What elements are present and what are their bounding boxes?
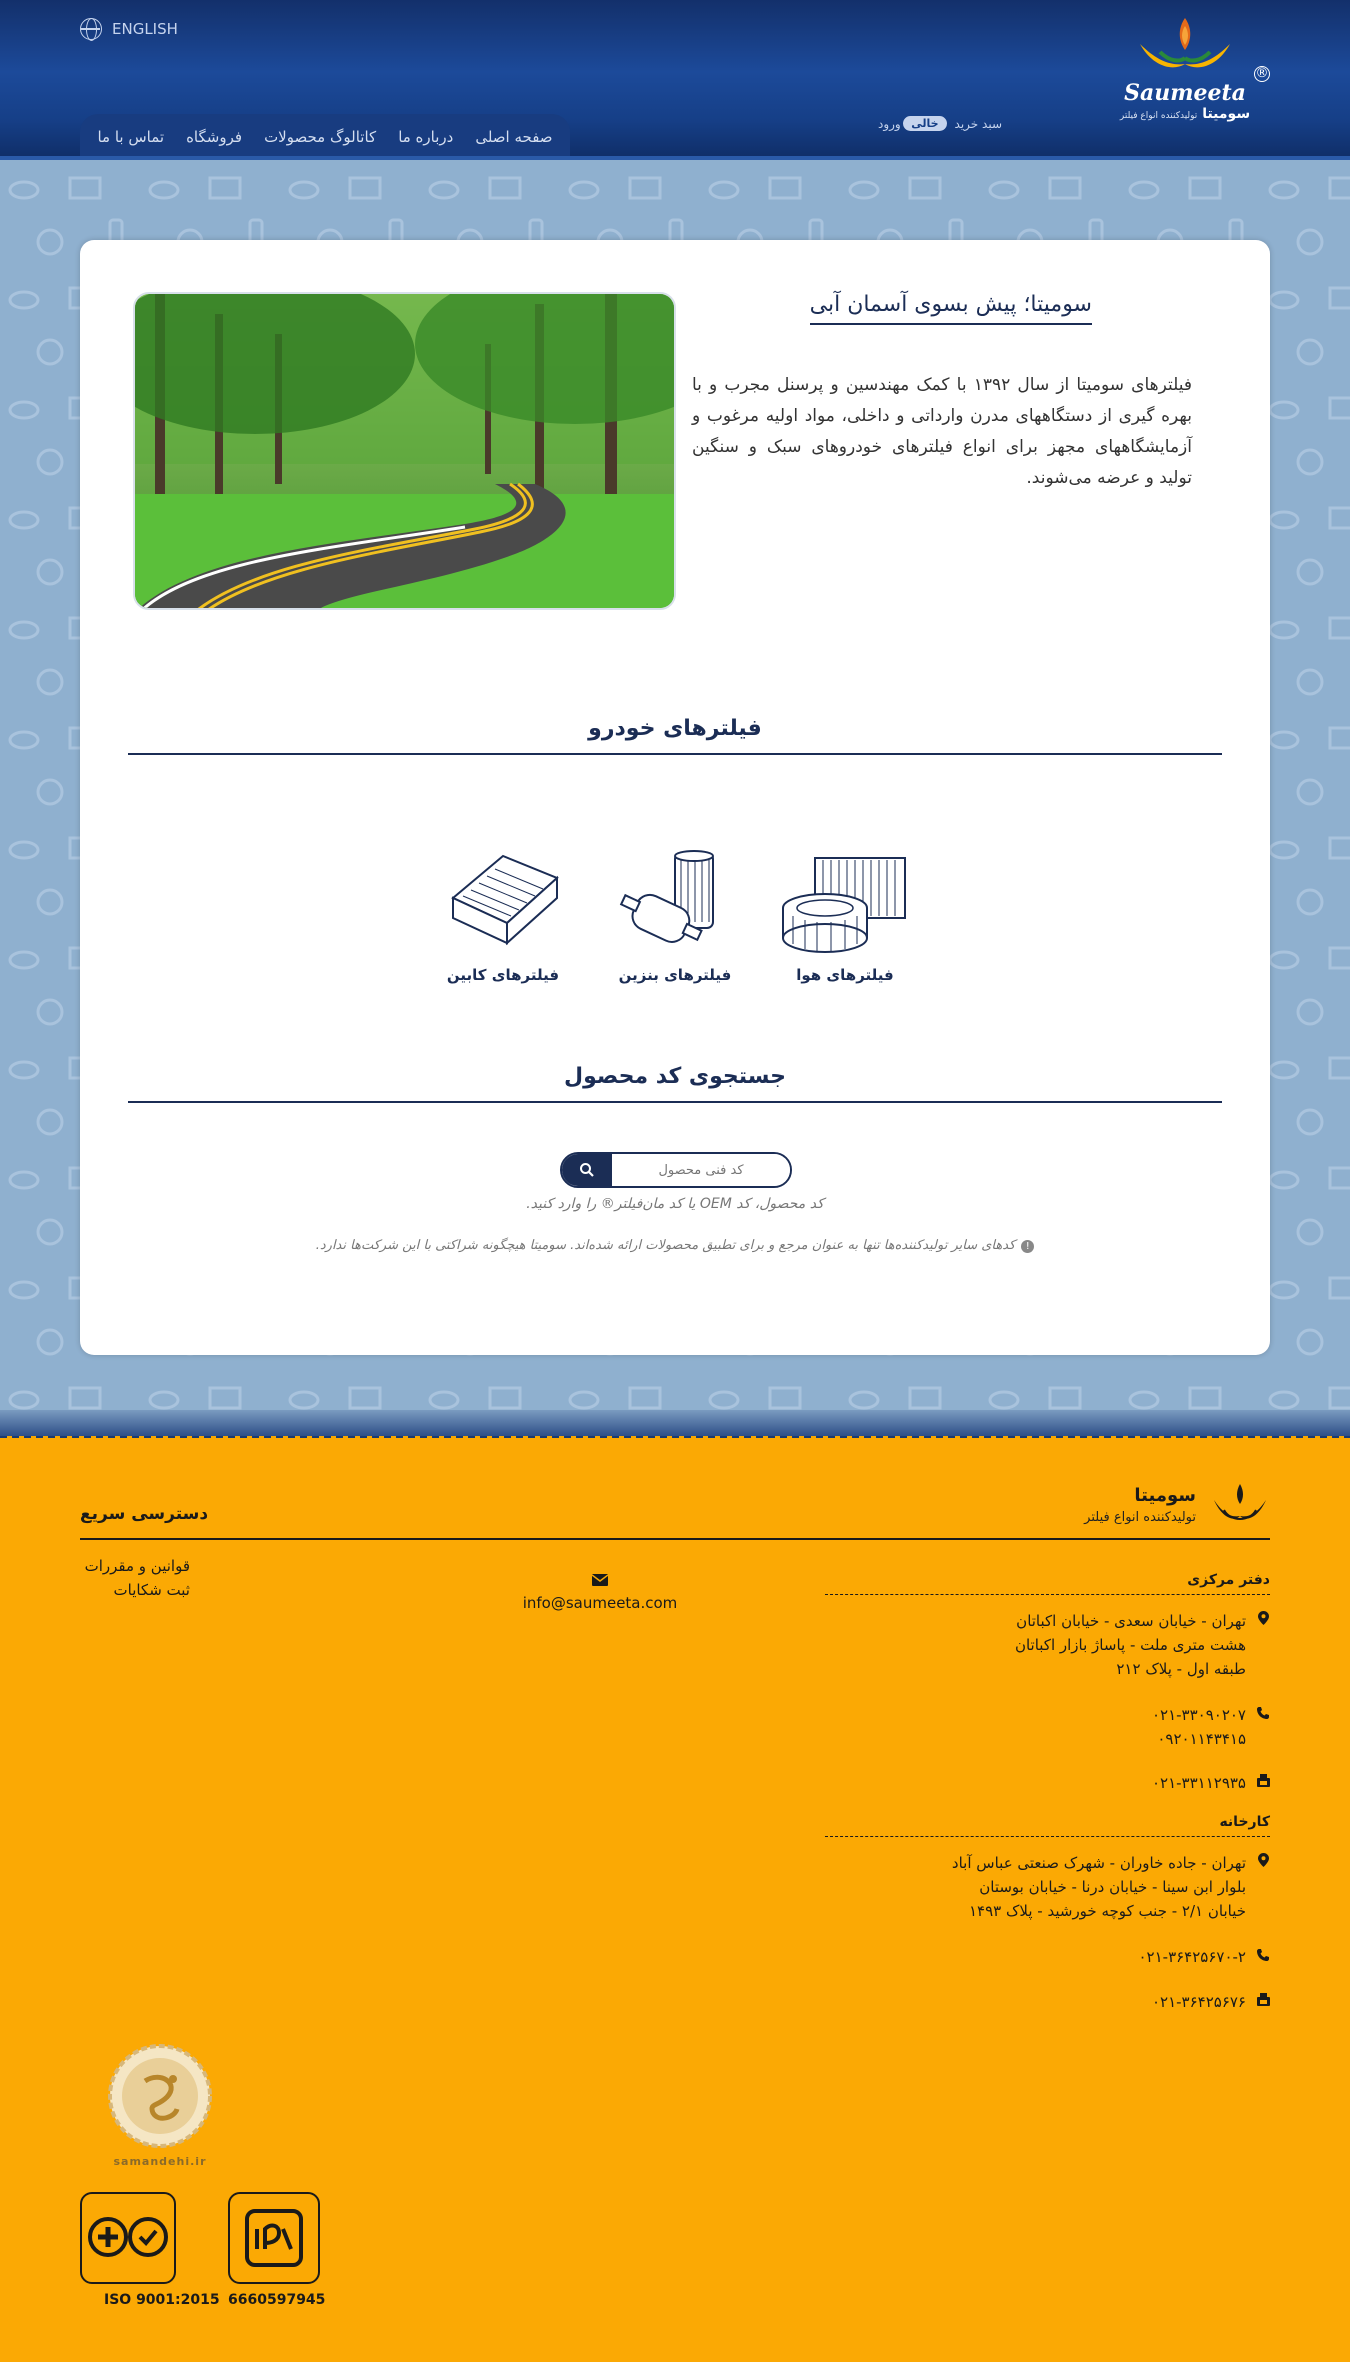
quick-links	[80, 1554, 190, 1602]
cabin-filter-icon	[433, 848, 573, 958]
nav-item-contact[interactable]: تماس با ما	[97, 128, 165, 146]
globe-icon	[80, 18, 102, 40]
language-switch[interactable]	[80, 18, 178, 40]
quick-link-complaints[interactable]: ثبت شکایات	[113, 1581, 190, 1599]
car-filters-heading: فیلترهای خودرو	[128, 716, 1222, 755]
factory-block	[825, 1814, 1270, 2015]
factory-phone	[825, 1945, 1270, 1970]
category-label: فیلترهای هوا	[796, 966, 894, 984]
samandehi-seal[interactable]	[100, 2041, 220, 2168]
footer-email[interactable]	[500, 1572, 700, 1612]
disclaimer-text: کدهای سایر تولیدکننده‌ها تنها به عنوان مرجع و برای تطبیق محصولات ارائه شده‌اند. سومیتا هیچگونه شراکتی با این شرکت‌ها ندارد.	[315, 1238, 1016, 1253]
main-nav	[80, 114, 570, 160]
phone-icon	[1256, 1704, 1270, 1728]
phone-number[interactable]: ۰۹۲۰۱۱۴۳۴۱۵	[1157, 1730, 1246, 1748]
category-label: فیلترهای کابین	[446, 966, 560, 984]
air-filter-icon	[775, 848, 915, 958]
footer-divider-band	[0, 1410, 1350, 1440]
site-footer	[0, 1438, 1350, 2362]
nav-item-about[interactable]: درباره ما	[398, 128, 454, 146]
category-label: فیلترهای بنزین	[618, 966, 732, 984]
address-line: هشت متری ملت - پاساژ بازار اکباتان	[1014, 1636, 1246, 1654]
footer-brand-tagline: تولیدکننده انواع فیلتر	[1084, 1510, 1196, 1525]
forest-road-image	[133, 292, 676, 610]
fax-number: ۰۲۱-۳۳۱۱۲۹۳۵	[1151, 1774, 1246, 1792]
location-pin-icon	[1256, 1852, 1270, 1876]
nav-item-catalog[interactable]: کاتالوگ محصولات	[264, 128, 377, 146]
envelope-icon	[500, 1572, 700, 1590]
head-office-phones	[825, 1703, 1270, 1751]
search-button[interactable]	[562, 1154, 612, 1186]
head-office-title: دفتر مرکزی	[825, 1572, 1270, 1595]
iran-standard-icon	[239, 2203, 309, 2273]
search-hint: کد محصول، کد OEM یا کد مان‌فیلتر® را وارد کنید.	[526, 1196, 824, 1212]
product-code-search	[560, 1152, 792, 1188]
iso-certificate-badge[interactable]	[80, 2192, 176, 2284]
fax-icon	[1256, 1772, 1270, 1796]
quick-access-title: دسترسی سریع	[80, 1504, 209, 1524]
iso-label: ISO 9001:2015	[104, 2292, 220, 2308]
cart-link[interactable]	[903, 116, 1002, 131]
category-fuel-filters[interactable]	[600, 848, 750, 984]
samandehi-seal-icon	[105, 2041, 215, 2151]
footer-logo[interactable]	[1084, 1482, 1270, 1528]
head-office-address	[825, 1609, 1270, 1681]
standard-label: 6660597945	[228, 2292, 326, 2308]
product-code-input[interactable]	[612, 1154, 790, 1186]
samandehi-url: samandehi.ir	[113, 2155, 207, 2168]
site-header	[0, 0, 1350, 160]
intro-paragraph: فیلترهای سومیتا از سال ۱۳۹۲ با کمک مهندسین و پرسنل مجرب و با بهره گیری از دستگاههای مدرن وارداتی و داخلی، مواد اولیه مرغوب و آزمایشگاههای مجهز برای انواع فیلترهای خودروهای سبک و سنگین تولید و عرضه می‌شوند.	[692, 375, 1192, 488]
address-line: طبقه اول - پلاک ۲۱۲	[1116, 1660, 1246, 1678]
registered-mark: ®	[1255, 66, 1269, 81]
head-office-block	[825, 1572, 1270, 1796]
filter-categories	[80, 848, 1270, 998]
nav-item-shop[interactable]: فروشگاه	[186, 128, 243, 146]
nav-item-home[interactable]: صفحه اصلی	[475, 128, 553, 146]
info-icon: !	[1021, 1240, 1034, 1253]
phone-number[interactable]: ۰۲۱-۳۳۰۹۰۲۰۷	[1151, 1706, 1246, 1724]
phone-number[interactable]: ۰۲۱-۳۶۴۲۵۶۷۰-۲	[1138, 1948, 1246, 1966]
address-line: خیابان ۲/۱ - جنب کوچه خورشید - پلاک ۱۴۹۳	[968, 1902, 1246, 1920]
login-link[interactable]: ورود	[878, 117, 901, 131]
iso-certificate-icon	[86, 2203, 170, 2273]
site-logo[interactable]	[1100, 14, 1270, 134]
location-pin-icon	[1256, 1610, 1270, 1634]
language-label: ENGLISH	[112, 20, 178, 38]
address-line: بلوار ابن سینا - خیابان درنا - خیابان بوستان	[979, 1878, 1246, 1896]
intro-title: سومیتا؛ پیش بسوی آسمان آبی	[810, 292, 1092, 325]
logo-emblem-icon	[1130, 14, 1240, 84]
cart-label: سبد خرید	[954, 116, 1002, 131]
quick-link-rules[interactable]: قوانین و مقررات	[84, 1557, 190, 1575]
factory-address	[825, 1851, 1270, 1923]
address-line: تهران - خیابان سعدی - خیابان اکباتان	[1016, 1612, 1246, 1630]
content-card	[80, 240, 1270, 1355]
footer-rule	[80, 1538, 1270, 1540]
product-search-heading: جستجوی کد محصول	[128, 1064, 1222, 1103]
cart-status-badge: خالی	[903, 116, 946, 131]
search-disclaimer	[80, 1238, 1270, 1253]
factory-fax	[825, 1990, 1270, 2015]
logo-tagline: تولیدکننده انواع فیلتر	[1119, 111, 1198, 121]
head-office-fax	[825, 1771, 1270, 1796]
logo-persian-text	[1100, 106, 1270, 122]
email-address: info@saumeeta.com	[522, 1594, 678, 1612]
logo-english-text: Saumeeta	[1124, 80, 1246, 106]
address-line: تهران - جاده خاوران - شهرک صنعتی عباس آباد	[951, 1854, 1246, 1872]
standard-certificate-badge[interactable]	[228, 2192, 320, 2284]
footer-brand-name: سومیتا	[1134, 1485, 1196, 1506]
fax-icon	[1256, 1991, 1270, 2015]
search-icon	[579, 1162, 595, 1178]
fuel-filter-icon	[605, 848, 745, 958]
logo-persian-name: سومیتا	[1202, 106, 1251, 122]
fax-number: ۰۲۱-۳۶۴۲۵۶۷۶	[1151, 1993, 1246, 2011]
footer-logo-emblem-icon	[1210, 1482, 1270, 1528]
factory-title: کارخانه	[825, 1814, 1270, 1837]
phone-icon	[1256, 1946, 1270, 1970]
category-air-filters[interactable]	[770, 848, 920, 984]
category-cabin-filters[interactable]	[428, 848, 578, 984]
